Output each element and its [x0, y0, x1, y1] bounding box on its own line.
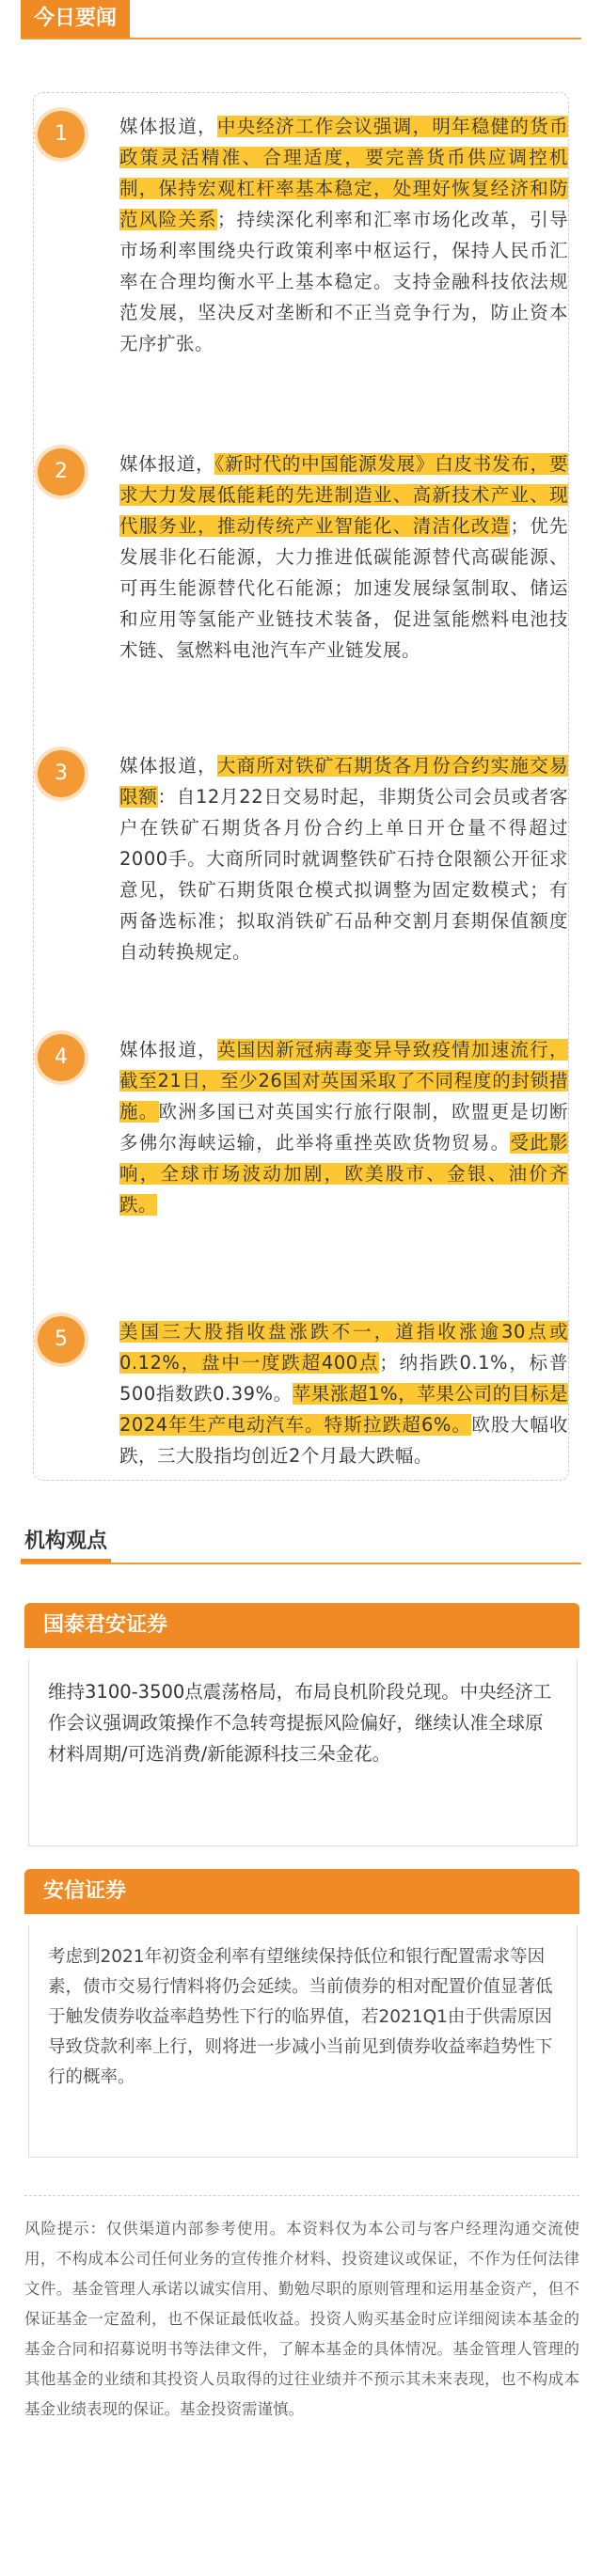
news-5-part-1: 美国三大股指收盘涨跌不一，道指收涨逾30点或0.12%，盘中一度跌超400点: [119, 1321, 568, 1374]
news-5-part-2: ；纳指跌0.1%，标普500指数跌0.39%。: [119, 1352, 568, 1405]
institution-1-view: 维持3100-3500点震荡格局，布局良机阶段兑现。中央经济工作会议强调政策操作不急转弯提振风险偏好，继续认准全球原材料周期/可选消费/新能源科技三朵金花。: [48, 1681, 552, 1765]
news-number-1: 1: [38, 111, 85, 158]
institution-2-view: 考虑到2021年初资金利率有望继续保持低位和银行配置需求等因素，债市交易行情料将仍会延续。当前债券的相对配置价值显著低于触发债券收益率趋势性下行的临界值，若2021Q1由于供需原因导致贷款利率上行，则将进一步减小当前见到债券收益率趋势性下行的概率。: [48, 1947, 553, 2087]
institution-1-box: [28, 1659, 578, 1846]
institution-2-name: 安信证券: [43, 1879, 127, 1903]
news-2-part-3: ；优先发展非化石能源，大力推进低碳能源替代高碳能源、可再生能源替代化石能源；加速发展绿氢制取、储运和应用等氢能产业链技术装备，促进氢能燃料电池技术链、氢燃料电池汽车产业链发展。: [119, 515, 568, 661]
news-3-part-3: ：自12月22日交易时起，非期货公司会员或者客户在铁矿石期货各月份合约上单日开仓量不得超过2000手。大商所同时就调整铁矿石持仓限额公开征求意见，铁矿石期货限仓模式拟调整为固定数模式；有两备选标准；拟取消铁矿石品种交割月套期保值额度自动转换规定。: [119, 786, 568, 963]
news-4-part-4: 受此影响，全球市场波动加剧，欧美股市、金银、油价齐跌。: [119, 1132, 568, 1216]
institution-1-name: 国泰君安证券: [43, 1613, 168, 1637]
news-2-part-1: 媒体报道，: [119, 453, 215, 475]
institution-2-bar: [24, 1869, 579, 1914]
news-number-3: 3: [38, 750, 85, 797]
news-3-part-2: 大商所对铁矿石期货各月份合约实施交易限额: [119, 755, 568, 808]
news-1-part-2: 中央经济工作会议强调，明年稳健的货币政策灵活精准、合理适度，要完善货币供应调控机制，保持宏观杠杆率基本稳定，处理好恢复经济和防范风险关系: [119, 116, 568, 230]
risk-notice: 风险提示：仅供渠道内部参考使用。本资料仅为本公司与客户经理沟通交流使用，不构成本公司任何业务的宣传推介材料、投资建议或保证，不作为任何法律文件。基金管理人承诺以诚实信用、勤勉尽职的原则管理和运用基金资产，但不保证基金一定盈利，也不保证最低收益。投资人购买基金时应详细阅读本基金的基金合同和招募说明书等法律文件，了解本基金的具体情况。基金管理人管理的其他基金的业绩和其投资人员取得的过往业绩并不预示其未来表现，也不构成本基金业绩表现的保证。基金投资需谨慎。: [24, 2220, 579, 2418]
news-number-4: 4: [38, 1034, 85, 1081]
news-4-part-3: 欧洲多国已对英国实行旅行限制，欧盟更是切断多佛尔海峡运输，此举将重挫英欧货物贸易。: [119, 1101, 568, 1154]
news-5-part-4: 欧股大幅收跌，三大股指均创近2个月最大跌幅。: [119, 1414, 568, 1467]
news-text-3: [119, 750, 568, 967]
today-news-header: [21, 0, 581, 39]
risk-divider: [24, 2195, 579, 2196]
news-number-2: 2: [38, 448, 85, 495]
news-text-2: [119, 448, 568, 666]
news-1-part-3: ；持续深化利率和汇率市场化改革，引导市场利率围绕央行政策利率中枢运行，保持人民币汇率在合理均衡水平上基本稳定。支持金融科技依法规范发展，坚决反对垄断和不正当竞争行为，防止资本无序扩张。: [119, 209, 568, 354]
institution-1-bar: [24, 1603, 579, 1648]
news-4-part-1: 媒体报道，: [119, 1039, 217, 1060]
news-5-part-3: 苹果涨超1%，苹果公司的目标是2024年生产电动汽车。特斯拉跌超6%。: [119, 1383, 568, 1436]
institution-views-title: 机构观点: [21, 1525, 111, 1563]
news-3-part-1: 媒体报道，: [119, 755, 217, 777]
today-news-title: 今日要闻: [21, 0, 130, 38]
institution-views-header: [21, 1525, 581, 1564]
news-text-4: [119, 1034, 568, 1220]
news-1-part-1: 媒体报道，: [119, 116, 217, 137]
news-text-5: [119, 1316, 568, 1471]
news-2-part-2: 《新时代的中国能源发展》白皮书发布，要求大力发展低能耗的先进制造业、高新技术产业、现代服务业，推动传统产业智能化、清洁化改造: [119, 453, 568, 537]
institution-2-box: [28, 1925, 578, 2158]
news-4-part-2: 英国因新冠病毒变异导致疫情加速流行，截至21日，至少26国对英国采取了不同程度的封锁措施。: [119, 1039, 568, 1123]
news-text-1: [119, 111, 568, 359]
news-number-5: 5: [38, 1316, 85, 1363]
